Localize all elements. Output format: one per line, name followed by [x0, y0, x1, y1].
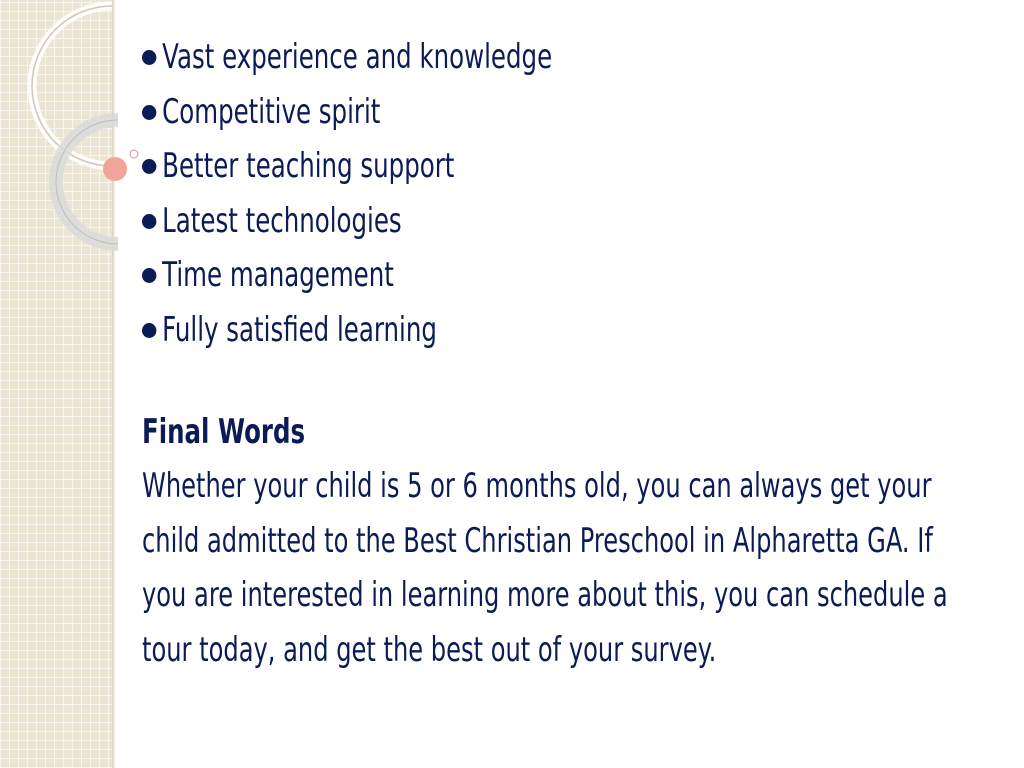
bullet-icon — [142, 323, 156, 338]
list-item: Vast experience and knowledge — [142, 30, 754, 85]
bullet-icon — [142, 159, 156, 174]
list-item: Latest technologies — [142, 194, 754, 249]
list-item: Better teaching support — [142, 139, 754, 194]
bullet-icon — [142, 214, 156, 229]
decorative-rings — [0, 0, 160, 260]
list-item: Competitive spirit — [142, 85, 754, 140]
list-item: Time management — [142, 248, 754, 303]
bullet-icon — [142, 268, 156, 283]
small-ring-dot — [130, 150, 138, 158]
slide-content — [142, 30, 992, 677]
list-item: Fully satisfied learning — [142, 303, 754, 358]
section-heading: Final Words — [142, 412, 306, 452]
bullet-icon — [142, 105, 156, 120]
section-paragraph: Whether your child is 5 or 6 months old, you can always get your child admitted to the Best Christian Preschool in Alpharetta GA. If you are interested in learning more about this, you can schedule a tour today, and get the best out of your survey. — [142, 466, 948, 670]
bullet-icon — [142, 50, 156, 65]
feature-list — [142, 30, 992, 357]
accent-dot — [103, 157, 127, 181]
